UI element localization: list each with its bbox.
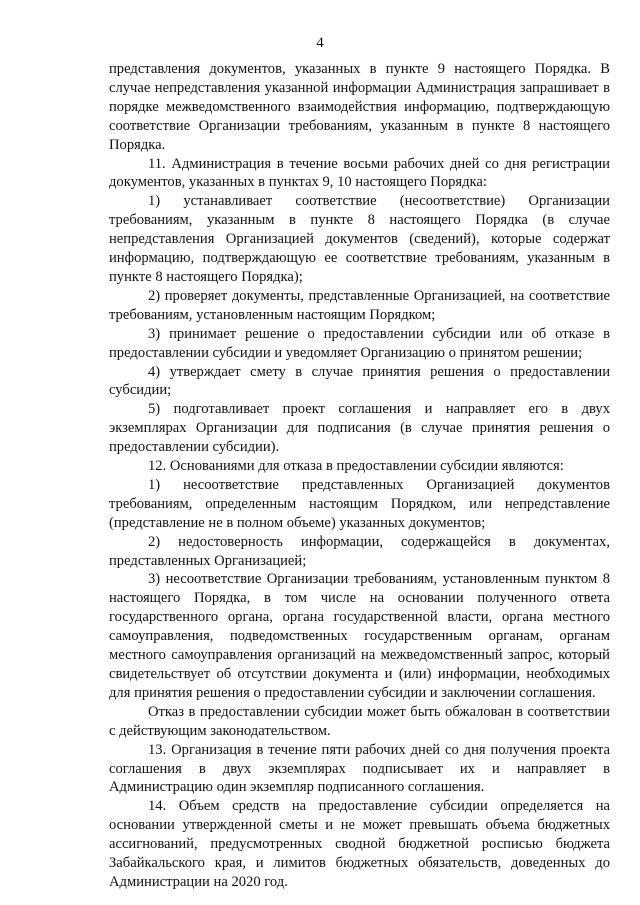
paragraph-clause-11-item-2: 2) проверяет документы, представленные Организацией, на соответствие требованиям, установленным настоящим Порядком; [109,287,610,323]
paragraph-clause-12-item-3: 3) несоответствие Организации требованиям, установленным пунктом 8 настоящего Порядка, в том числе на основании полученного ответа государственного органа, органа государственной власти, органа местного самоуправления, подведомственных государственным органам, органам местного самоуправления организаций на межведомственный запрос, который свидетельствует об отсутствии документа и (или) информации, необходимых для принятия решения о предоставлении субсидии и заключении соглашения. [109,571,610,701]
paragraph-clause-12-item-2: 2) недостоверность информации, содержащейся в документах, представленных Организацией; [109,533,610,569]
paragraph-clause-14: 14. Объем средств на предоставление субсидии определяется на основании утвержденной сметы и не может превышать объема бюджетных ассигнований, предусмотренных сводной бюджетной росписью бюджета Забайкальского края, и лимитов бюджетных обязательств, доведенных до Администрации на 2020 год. [109,798,610,890]
page-number: 4 [316,35,324,51]
paragraph-clause-13: 13. Организация в течение пяти рабочих дней со дня получения проекта соглашения в двух экземплярах подписывает их и направляет в Администрацию один экземпляр подписанного соглашения. [109,741,610,796]
paragraph-clause-11-item-5: 5) подготавливает проект соглашения и направляет его в двух экземплярах Организации для подписания (в случае принятия решения о предоставлении субсидии). [109,401,610,456]
document-body [109,60,610,892]
paragraph-clause-12: 12. Основаниями для отказа в предоставлении субсидии являются: [148,458,564,475]
paragraph-clause-11-item-3: 3) принимает решение о предоставлении субсидии или об отказе в предоставлении субсидии и уведомляет Организацию о принятом решении; [109,325,610,361]
paragraph-clause-11-item-1: 1) устанавливает соответствие (несоответствие) Организации требованиям, указанным в пункте 8 настоящего Порядка (в случае непредставления Организацией документов (сведений), которые содержат информацию, подтверждающую ее соответствие требованиям, указанным в пункте 8 настоящего Порядка); [109,193,610,285]
paragraph-clause-11-item-4: 4) утверждает смету в случае принятия решения о предоставлении субсидии; [109,363,610,399]
paragraph-clause-12-item-1: 1) несоответствие представленных Организацией документов требованиям, определенным настоящим Порядком, или непредставление (представление не в полном объеме) указанных документов; [109,476,610,531]
paragraph-refusal-appeal: Отказ в предоставлении субсидии может быть обжалован в соответствии с действующим законодательством. [109,703,610,739]
paragraph-clause-11: 11. Администрация в течение восьми рабочих дней со дня регистрации документов, указанных в пунктах 9, 10 настоящего Порядка: [109,155,610,191]
paragraph-continuation: представления документов, указанных в пункте 9 настоящего Порядка. В случае непредставления указанной информации Администрация запрашивает в порядке межведомственного взаимодействия информацию, подтверждающую соответствие Организации требованиям, указанным в пункте 8 настоящего Порядка. [109,61,610,153]
